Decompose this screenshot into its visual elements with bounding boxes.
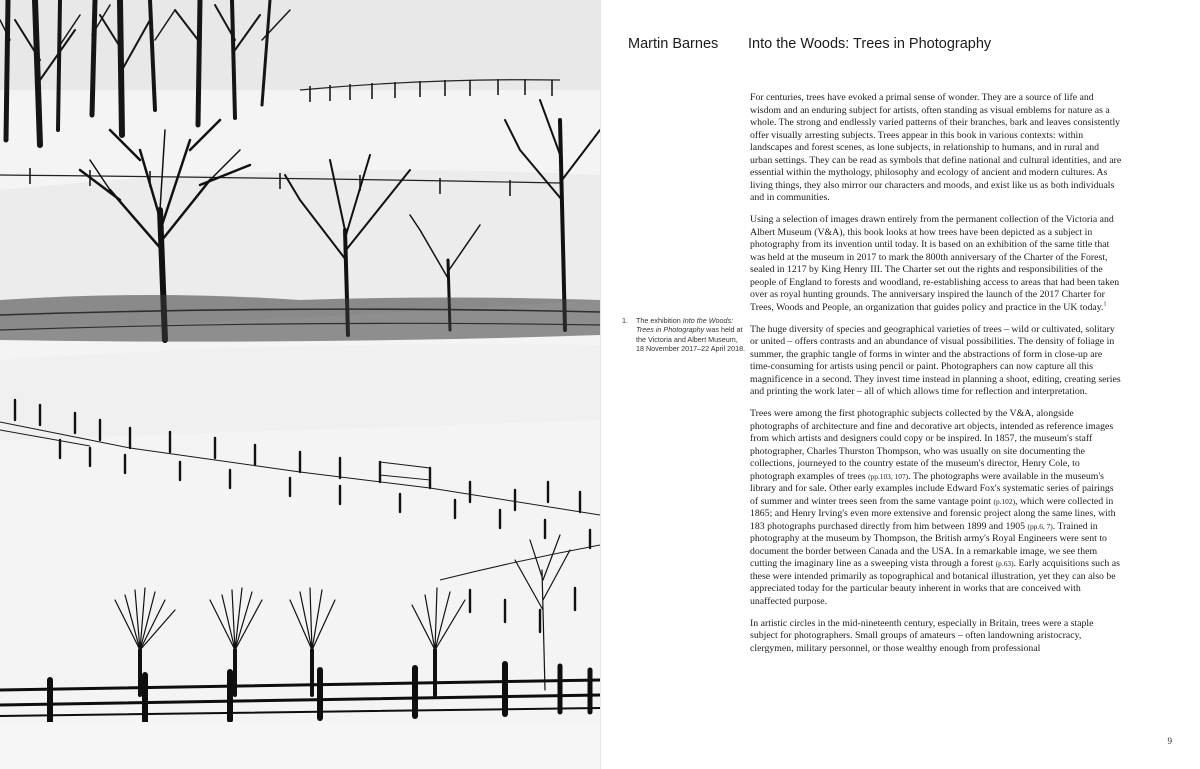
footnote-marker: 1 — [1103, 301, 1107, 308]
body-text — [750, 92, 1123, 665]
running-head-author: Martin Barnes — [628, 36, 719, 52]
sidenote-text — [622, 316, 747, 354]
paragraph-3: The huge diversity of species and geographical varieties of trees – wild or cultivated, solitary or united – offers contrasts and an abundance of visual possibilities. The density of foliage in summer, the graphic tangle of forms in winter and the abstractions of form in close-up are time-consuming for artists using pencil or paint. Photographers can now capture all this magnificence in a second. They invest time instead in planning a shoot, editing, creating series and printing the work later – all of which allows time for reflection and interpretation. — [750, 323, 1121, 397]
paragraph-4-text-e: . Early acquisitions such as these were intended primarily as topographical and botanical illustration, yet they can also be appreciated today for the particular beauty inherent in works that are conceived with unaffected purpose. — [750, 558, 1120, 607]
paragraph-5: In artistic circles in the mid-nineteenth century, especially in Britain, trees were a staple subject for photographers. Small groups of amateurs – often landowning aristocracy, clergymen, military personnel, or those wealthy enough from professional — [750, 617, 1094, 654]
paragraph-4 — [750, 408, 1123, 608]
paragraph-2 — [750, 214, 1123, 314]
paragraph-4-text-a: Trees were among the first photographic subjects collected by the V&A, alongside photographs of architecture and fine and decorative art objects, intended as reference images from which artists and designers could copy or be inspired. In 1857, the museum's staff photographer, Charles Thurston Thompson, who was usually on site documenting the collections, journeyed to the country estate of the museum's director, Henry Cole, to photograph examples of trees — [750, 408, 1114, 482]
running-head-title: Into the Woods: Trees in Photography — [748, 36, 992, 52]
paragraph-4-text-b: . The photographs were available in the museum's library and for sale. Other early examples include Edward Fox's systematic series of pairings of summer and winter trees seen from the same vantage point — [750, 470, 1114, 507]
sidenote-exhibition-title: Into the Woods: Trees in Photography — [636, 316, 734, 335]
page-reference: (pp.6, 7) — [1027, 521, 1053, 531]
sidenote — [622, 316, 747, 354]
paragraph-1: For centuries, trees have evoked a primal sense of wonder. They are a source of life and wisdom and an enduring subject for artists, often standing as visual emblems for nature as a whole. The strong and endlessly varied patterns of their branches, bark and leaves consistently offer visually arresting subjects. Trees appear in this book in various contexts: within landscapes and forest scenes, as lone subjects, in relationship to humans, and in rural and urban settings. They can be read as symbols that define national and cultural identities, and are essential within the mythology, philosophy and ecology of ancient and modern cultures. As living things, they also mirror our characters and moods, and exist like us as both individuals and in communities. — [750, 92, 1122, 203]
paragraph-4-text-d: . Trained in photography at the museum by Thompson, the British army's Royal Engineers were sent to document the border between Canada and the USA. In a remarkable image, we see them cutting the imaginary line as a sweeping vista through a forest — [750, 520, 1107, 569]
page-reference: (pp.103, 107) — [868, 471, 909, 481]
sidenote-text-after: was held at the Victoria and Albert Museum, 18 November 2017–22 April 2018. — [636, 325, 746, 354]
sidenote-number: 1. — [622, 316, 628, 325]
page-number: 9 — [1167, 736, 1172, 746]
sidenote-text-before: The exhibition — [636, 316, 683, 325]
page-reference: (p.102) — [993, 496, 1016, 506]
page-reference: (p.63) — [995, 559, 1014, 568]
paragraph-4-text-c: , which were collected in 1865; and Henry Irving's even more extensive and forensic project along the same lines, with 183 photographs purchased directly from him between 1899 and 1905 — [750, 495, 1116, 532]
paragraph-2-text: Using a selection of images drawn entirely from the permanent collection of the Victoria and Albert Museum (V&A), this book looks at how trees have been depicted as a subject in photography from its invention until today. It is based on an exhibition of the same title that was held at the museum in 2017 to mark the 800th anniversary of the Charter of the Forest, sealed in 1217 by King Henry III. The Charter set out the rights and responsibilities of the people of England to forests and woodland, re-establishing access to areas that had been taken over as royal hunting grounds. The anniversary inspired the launch of the 2017 Charter for Trees, Woods and People, an organization that guides policy and practice in the UK today. — [750, 214, 1120, 313]
page-gutter — [600, 0, 601, 769]
